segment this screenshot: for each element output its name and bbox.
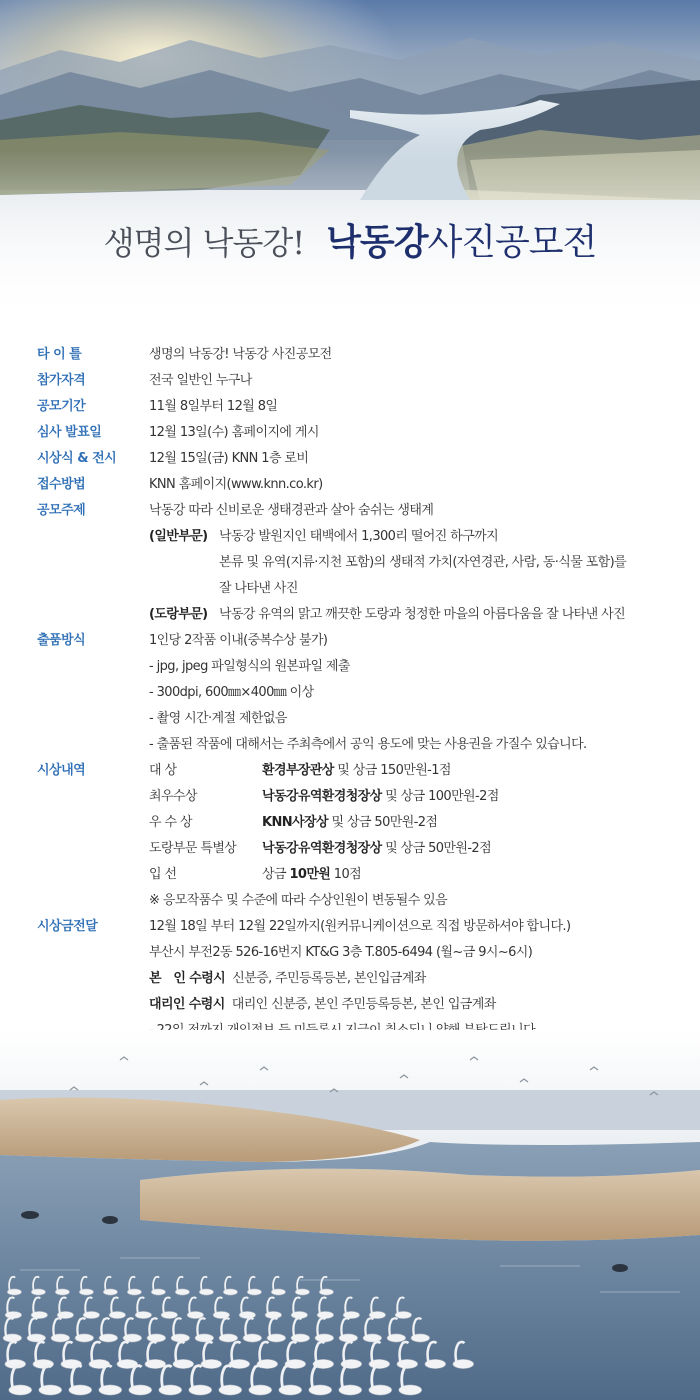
info-label: 참가자격 — [37, 373, 86, 388]
info-value: KNN 홈페이지(www.knn.co.kr) — [149, 477, 323, 492]
prize-rank: 도랑부문 특별상 — [149, 841, 237, 856]
prize-row — [0, 863, 700, 889]
theme-doorang-text: 낙동강 유역의 맑고 깨끗한 도랑과 청정한 마을의 아름다움을 잘 나타낸 사진 — [219, 607, 626, 622]
prize-rank: 우 수 상 — [149, 815, 192, 830]
method-line — [0, 655, 700, 681]
title-contest: 사진공모전 — [427, 222, 597, 263]
info-row-method — [0, 629, 700, 655]
prize-row — [0, 759, 700, 785]
info-row-theme — [0, 499, 700, 525]
prize-name: 환경부장관상 — [262, 763, 334, 778]
delivery-agent-text: 대리인 신분증, 본인 주민등록등본, 본인 입금계좌 — [231, 997, 496, 1012]
prize-rest: 및 상금 150만원-1점 — [333, 763, 451, 778]
theme-general-row — [0, 577, 700, 603]
method-line-text: - 300dpi, 600㎜×400㎜ 이상 — [149, 685, 314, 700]
prize-name: 10만원 — [289, 867, 331, 882]
delivery-line — [0, 993, 700, 1019]
prize-rank: 최우수상 — [149, 789, 197, 804]
info-value: 전국 일반인 누구나 — [149, 373, 252, 388]
prize-name: 낙동강유역환경청장상 — [262, 789, 382, 804]
prize-detail — [262, 863, 361, 882]
prize-detail — [262, 759, 451, 778]
info-label: 공모주제 — [37, 503, 86, 518]
theme-doorang-tag: (도랑부문) — [149, 607, 208, 622]
delivery-self — [149, 967, 426, 986]
prize-detail — [262, 837, 491, 856]
method-line-text: - 출품된 작품에 대해서는 주최측에서 공익 용도에 맞는 사용권을 가질수 있습니다. — [149, 737, 587, 752]
prize-rank: 대 상 — [149, 763, 177, 778]
info-value: 12월 15일(금) KNN 1층 로비 — [149, 451, 309, 466]
prize-pre: 상금 — [262, 867, 290, 882]
info-value: 1인당 2작품 이내(중복수상 불가) — [149, 633, 328, 648]
theme-general-line3: 잘 나타낸 사진 — [219, 581, 298, 596]
delivery-agent-tag: 대리인 수령시 — [149, 997, 225, 1012]
info-row-submission — [0, 473, 700, 499]
delivery-line — [0, 941, 700, 967]
info-label: 시상금전달 — [37, 919, 98, 934]
prize-detail — [262, 785, 499, 804]
prize-note: ※ 응모작품수 및 수준에 따라 수상인원이 변동될수 있음 — [149, 893, 448, 908]
method-line — [0, 681, 700, 707]
info-row-delivery — [0, 915, 700, 941]
prize-rank: 입 선 — [149, 867, 177, 882]
info-label: 접수방법 — [37, 477, 86, 492]
info-row-eligibility — [0, 369, 700, 395]
method-line-text: - 촬영 시간·계절 제한없음 — [149, 711, 287, 726]
delivery-line — [0, 967, 700, 993]
title-slogan: 생명의 낙동강! — [103, 224, 305, 262]
prize-rest: 및 상금 50만원-2점 — [327, 815, 438, 830]
info-row-title — [0, 343, 700, 369]
info-value: 생명의 낙동강! 낙동강 사진공모전 — [149, 347, 332, 362]
delivery-self-tag: 본 인 수령시 — [149, 971, 226, 986]
prize-row — [0, 811, 700, 837]
hero-banner — [0, 0, 700, 320]
wetland-swans-image — [0, 1030, 700, 1400]
theme-general-tag: (일반부문) — [149, 529, 208, 544]
prize-rest: 및 상금 50만원-2점 — [381, 841, 492, 856]
poster-title — [0, 214, 700, 265]
delivery-self-text: 신분증, 주민등록등본, 본인입금계좌 — [232, 971, 426, 986]
info-label: 공모기간 — [37, 399, 86, 414]
method-line — [0, 707, 700, 733]
info-value: 11월 8일부터 12월 8일 — [149, 399, 278, 414]
info-label: 출품방식 — [37, 633, 86, 648]
theme-general-row — [0, 525, 700, 551]
theme-general-line1: 낙동강 발원지인 태백에서 1,300리 떨어진 하구까지 — [219, 529, 499, 544]
delivery-address: 부산시 부전2동 526-16번지 KT&G 3층 T.805-6494 (월~금 9시~6시) — [149, 945, 533, 960]
info-label: 시상내역 — [37, 763, 86, 778]
swans-reeds-illustration — [0, 1030, 700, 1400]
prize-note-row — [0, 889, 700, 915]
title-river-name: 낙동강 — [326, 222, 428, 263]
info-value: 12월 13일(수) 홈페이지에 게시 — [149, 425, 319, 440]
info-label: 심사 발표일 — [37, 425, 102, 440]
theme-doorang-row — [0, 603, 700, 629]
info-label: 타 이 틀 — [37, 347, 82, 362]
method-line-text: - jpg, jpeg 파일형식의 원본파일 제출 — [149, 659, 350, 674]
info-value: 낙동강 따라 신비로운 생태경관과 살아 숨쉬는 생태계 — [149, 503, 434, 518]
prize-row — [0, 837, 700, 863]
info-row-ceremony — [0, 447, 700, 473]
info-label: 시상식 & 전시 — [37, 451, 117, 466]
theme-general-line2: 본류 및 유역(지류·지천 포함)의 생태적 가치(자연경관, 사람, 동·식물 포함)를 — [219, 555, 627, 570]
method-line — [0, 733, 700, 759]
prize-detail — [262, 811, 437, 830]
info-value: 12월 18일 부터 12월 22일까지(원커뮤니케이션으로 직접 방문하셔야 합니다.) — [149, 919, 571, 934]
prize-name: KNN사장상 — [262, 815, 328, 830]
prize-rest: 10점 — [330, 867, 362, 882]
prize-rest: 및 상금 100만원-2점 — [381, 789, 499, 804]
river-landscape-image — [0, 0, 700, 320]
info-row-period — [0, 395, 700, 421]
prize-row — [0, 785, 700, 811]
prize-name: 낙동강유역환경청장상 — [262, 841, 382, 856]
delivery-agent — [149, 993, 496, 1012]
info-row-announcement — [0, 421, 700, 447]
theme-general-row — [0, 551, 700, 577]
